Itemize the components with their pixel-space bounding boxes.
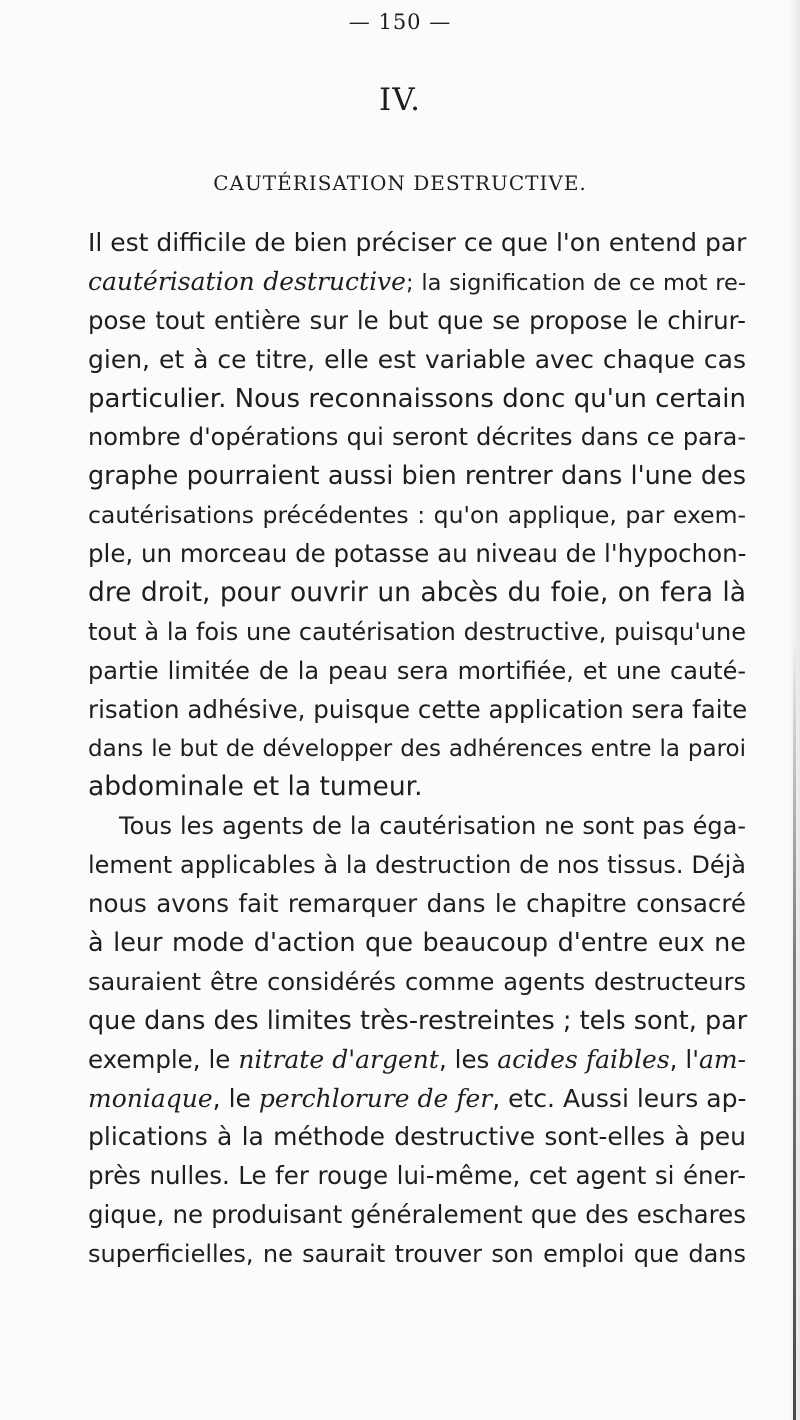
text-line: pose tout entière sur le but que se propose le chirur-: [88, 305, 746, 335]
text-line: ple, un morceau de potasse au niveau de l'hypochon-: [88, 539, 747, 569]
body-text: [88, 224, 746, 1274]
text-line: sauraient être considérés comme agents destructeurs: [88, 967, 746, 996]
chapter-number: IV.: [378, 82, 422, 118]
text-line: Tous les agents de la cautérisation ne sont pas éga-: [119, 812, 746, 841]
text-line: près nulles. Le fer rouge lui-même, cet agent si éner-: [88, 1161, 746, 1191]
italic-term: nitrate d'argent: [238, 1044, 439, 1074]
text-line: tout à la fois une cautérisation destructive, puisqu'une: [88, 617, 746, 646]
text-line: risation adhésive, puisque cette application sera faite: [88, 694, 748, 724]
italic-term: acides faibles: [497, 1044, 670, 1074]
chapter-title: CAUTÉRISATION DESTRUCTIVE.: [213, 171, 587, 195]
text-line: abdominale et la tumeur.: [88, 771, 423, 803]
text-line: [88, 1041, 746, 1080]
text-line: à leur mode d'action que beaucoup d'entre eux ne: [88, 928, 746, 959]
text-line: dre droit, pour ouvrir un abcès du foie, on fera là: [88, 577, 746, 609]
text-fragment: exemple, le: [88, 1044, 239, 1074]
italic-term: cautérisation destructive: [88, 266, 406, 296]
text-line: plications à la méthode destructive sont-elles à peu: [88, 1122, 746, 1152]
text-line: nous avons fait remarquer dans le chapitre consacré: [88, 889, 746, 919]
text-fragment: , le: [212, 1083, 259, 1113]
text-fragment: , etc. Aussi leurs ap-: [492, 1083, 747, 1113]
page-edge-line: [793, 640, 796, 1420]
text-line: particulier. Nous reconnaissons donc qu'un certain: [88, 383, 746, 414]
text-fragment: , l': [669, 1044, 699, 1074]
italic-term: am-: [698, 1044, 746, 1074]
text-line: [88, 263, 746, 302]
text-line: superficielles, ne saurait trouver son emploi que dans: [88, 1240, 746, 1269]
italic-term: moniaque: [88, 1083, 213, 1113]
text-line: cautérisations précédentes : qu'on applique, par exem-: [88, 501, 746, 530]
page-number: — 150 —: [348, 10, 452, 34]
text-fragment: ; la signification de ce mot re-: [405, 269, 746, 296]
text-line: [88, 1080, 746, 1119]
text-line: Il est difficile de bien préciser ce que l'on entend par: [88, 228, 747, 257]
text-line: que dans des limites très-restreintes ; tels sont, par: [88, 1005, 748, 1036]
text-line: gien, et à ce titre, elle est variable avec chaque cas: [88, 344, 746, 374]
italic-term: perchlorure de fer: [258, 1083, 493, 1113]
text-line: partie limitée de la peau sera mortifiée, et une cauté-: [88, 656, 746, 685]
text-line: nombre d'opérations qui seront décrites dans ce para-: [88, 423, 746, 452]
text-line: lement applicables à la destruction de nos tissus. Déjà: [88, 851, 746, 880]
text-line: gique, ne produisant généralement que des eschares: [88, 1200, 746, 1230]
text-line: dans le but de développer des adhérences entre la paroi: [88, 735, 746, 762]
text-line: graphe pourraient aussi bien rentrer dans l'une des: [88, 461, 746, 492]
text-fragment: , les: [438, 1044, 498, 1074]
